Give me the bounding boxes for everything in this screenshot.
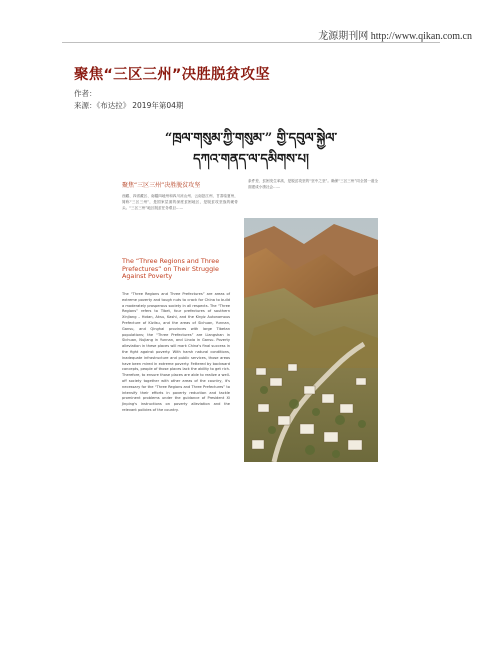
chinese-text-left: 西藏、四省藏区、南疆四地州和四川凉山州、云南怒江州、甘肃临夏州，简称“三区三州”，是国家层面的深度贫困地区，是脱贫攻坚战的硬骨头。“三区三州”地区脱贫任务艰巨…… bbox=[122, 194, 238, 211]
source-label: 来源： bbox=[74, 101, 97, 110]
english-body-text: The “Three Regions and Three Prefectures” are areas of extreme poverty and tough nuts to crack for China to build a moderately prosperous society in all respects. The “Three Regions” refers to Tibet, four prefectures of southern Xinjiang – Hotan, Aksu, Kashi, and the Kirgiz Autonomous Prefecture of Kizilsu, and the areas of Sichuan, Yunnan, Gansu, and Qinghai provinces with large Tibetan populations; the “Three Prefectures” are Liangshan in Sichuan, Nujiang in Yunnan, and Linxia in Gansu. Poverty alleviation in these places will mark China's final success in the fight against poverty. With harsh natural conditions, inadequate infrastructure and public services, those areas have been mired in extreme poverty. Fettered by backward concepts, people of those places lack the ability to get rich. Therefore, to ensure those places are able to realize a well-off society together with other areas of the country, it's necessary for the “Three Regions and Three Prefectures” to intensify their efforts in poverty reduction and tackle prominent problems under the guidance of President Xi Jinping's instructions on poverty alleviation and the relevant policies of the country. bbox=[122, 292, 230, 412]
author-line bbox=[74, 88, 97, 99]
english-headline: The “Three Regions and Three Prefectures” on Their Struggle Against Poverty bbox=[122, 257, 220, 281]
tibetan-line-2: དཀའ་གནད་ལ་དམིགས་པ། bbox=[193, 152, 309, 167]
chinese-subtitle: 聚焦“三区三州”决胜脱贫攻坚 bbox=[122, 182, 201, 189]
article-page-image bbox=[118, 122, 384, 464]
chinese-text-right: 条件差、贫困发生率高，是脱贫攻坚的“坚中之坚”。确保“三区三州”同全国一道全面建成小康社会…… bbox=[248, 179, 378, 190]
mountain-village-photo bbox=[244, 218, 378, 462]
source-issue: 2019年第04期 bbox=[132, 101, 184, 110]
source-name: 《布达拉》 bbox=[96, 101, 131, 110]
article-title: 聚焦“三区三州”决胜脱贫攻坚 bbox=[74, 67, 270, 83]
header-divider bbox=[62, 42, 440, 43]
tibetan-headline bbox=[118, 128, 384, 170]
tibetan-line-1: “ཁྲལ་གསུམ་ཀྱི་གསུམ་” གྱི་དབུལ་སྐྱེལ་ bbox=[164, 131, 338, 146]
author-label: 作者： bbox=[74, 89, 97, 98]
source-line bbox=[74, 100, 183, 111]
site-header[interactable]: 龙源期刊网 http://www.qikan.com.cn bbox=[318, 31, 472, 42]
